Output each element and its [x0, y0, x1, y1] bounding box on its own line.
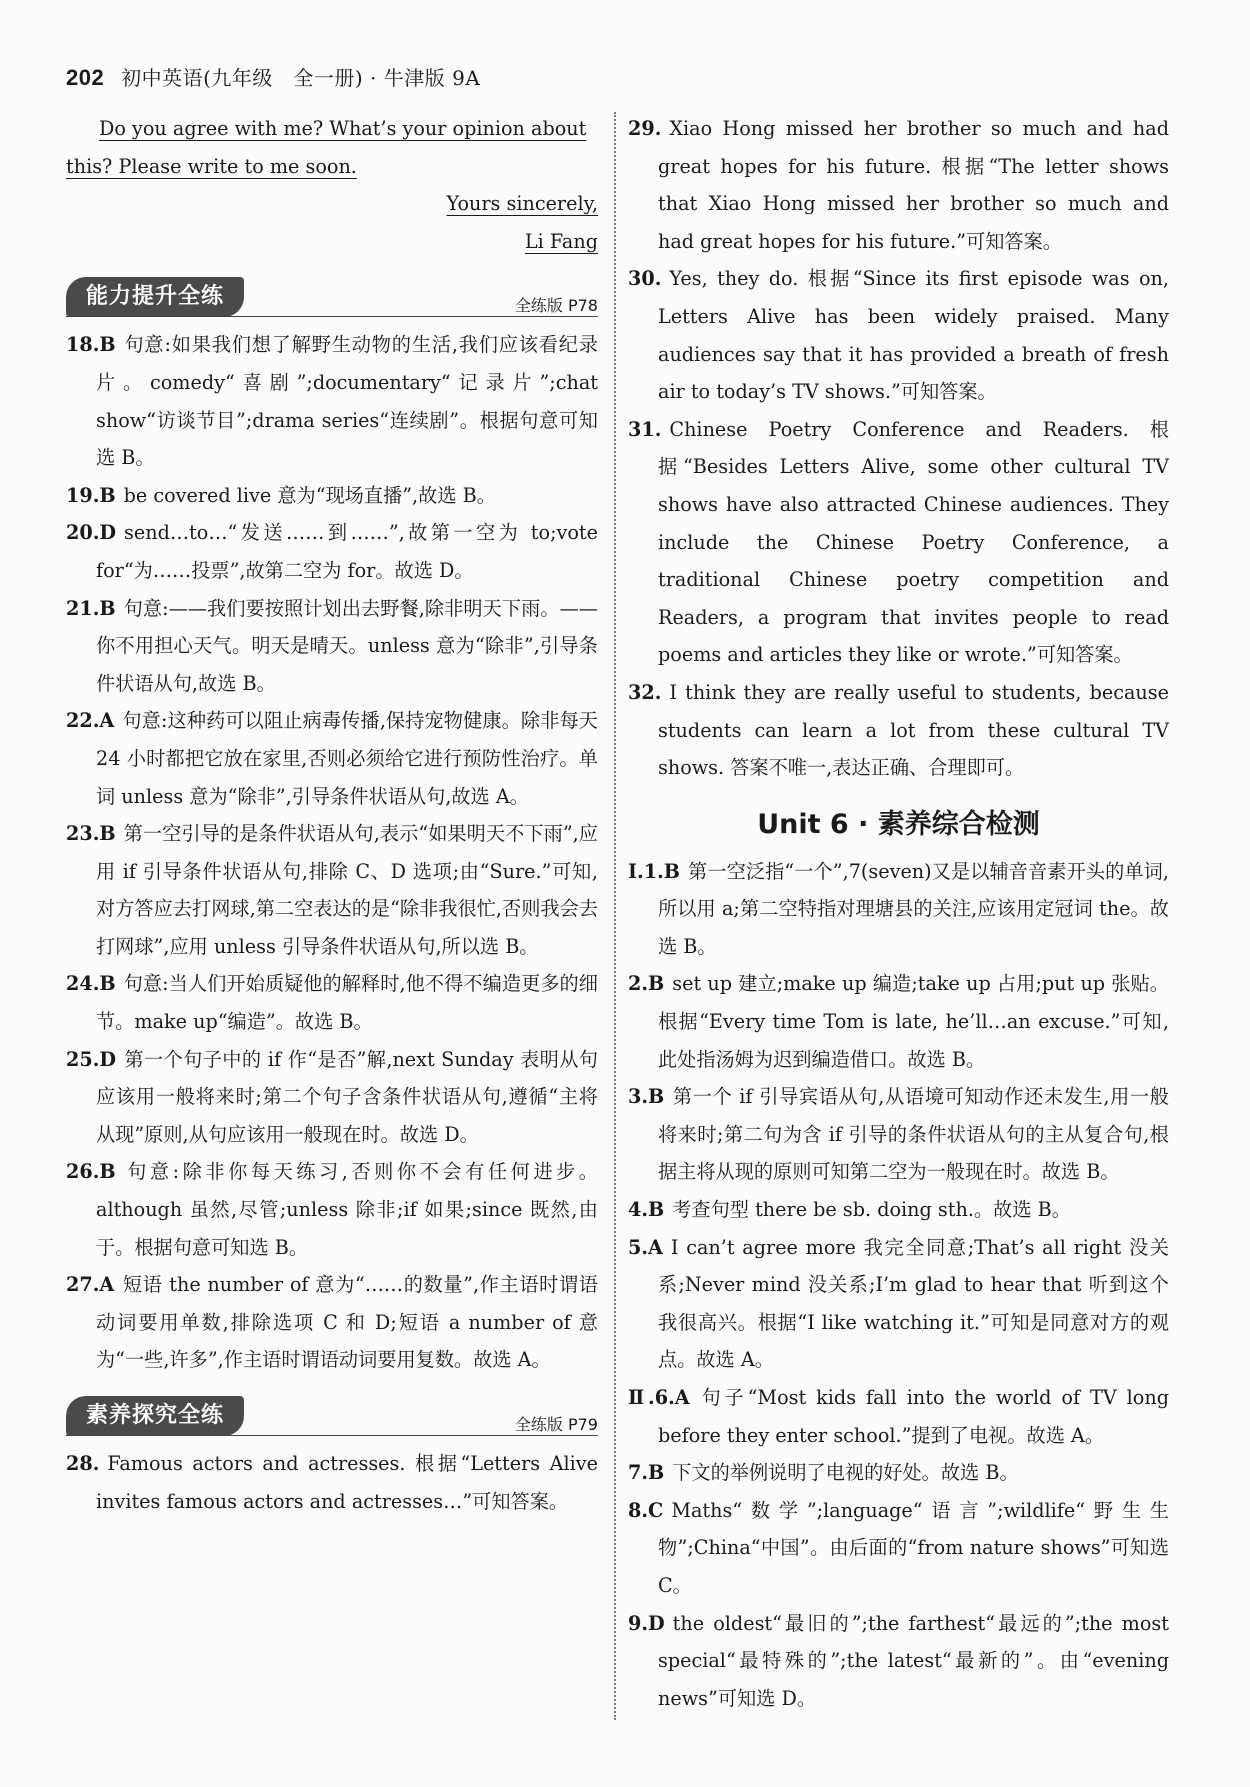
answer-text: Yes, they do. 根据“Since its first episode was on, Letters Alive has been widely praised. Many audiences say that it has provided a breath of fresh air to today’s TV shows.”可知答案。 [658, 267, 1169, 404]
answer-text: 句意:当人们开始质疑他的解释时,他不得不编造更多的细节。make up“编造”。故选 B。 [96, 972, 598, 1034]
answer-item [66, 1445, 598, 1520]
answer-number: 26.B [66, 1160, 116, 1184]
answer-text: the oldest“最旧的”;the farthest“最远的”;the most special“最特殊的”;the latest“最新的”。由“evening news”可知选 D。 [658, 1611, 1169, 1710]
answer-item [628, 1379, 1169, 1454]
answer-text: send…to…“发送……到……”,故第一空为 to;vote for“为……投票”,故第二空为 for。故选 D。 [96, 521, 598, 582]
answer-text: 第一个 if 引导宾语从句,从语境可知动作还未发生,用一般将来时;第二句为含 if 引导的条件状语从句的主从复合句,根据主将从现的原则可知第二空为一般现在时。故选 B。 [658, 1085, 1169, 1184]
letter-line: Do you agree with me? What’s your opinion about [99, 117, 587, 140]
answer-item [66, 326, 598, 476]
section-ref: 全练版 P78 [514, 296, 598, 316]
answer-item [66, 1041, 598, 1154]
answer-text: 第一空引导的是条件状语从句,表示“如果明天不下雨”,应用 if 引导条件状语从句,排除 C、D 选项;由“Sure.”可知,对方答应去打网球,第二空表达的是“除非我很忙,否则我会去打网球”,应用 unless 引导条件状语从句,所以选 B。 [96, 822, 598, 958]
answer-text: Maths“数学”;language“语言”;wildlife“野生生物”;China“中国”。由后面的“from nature shows”可知选 C。 [658, 1498, 1169, 1597]
answer-text: 下文的举例说明了电视的好处。故选 B。 [672, 1461, 1019, 1485]
answer-number: 21.B [66, 596, 116, 620]
answer-number: 18.B [66, 333, 116, 357]
answer-text: 句意:这种药可以阻止病毒传播,保持宠物健康。除非每天 24 小时都把它放在家里,否则必须给它进行预防性治疗。单词 unless 意为“除非”,引导条件状语从句,故选 A。 [96, 709, 598, 808]
answer-number: 28. [66, 1452, 100, 1475]
answer-item [628, 110, 1169, 260]
section-header [66, 1396, 598, 1436]
answer-item [628, 411, 1169, 674]
page-header [66, 62, 480, 91]
answer-text: 句意:如果我们想了解野生动物的生活,我们应该看纪录片。comedy“喜剧”;documentary“记录片”;chat show“访谈节目”;drama series“连续剧”。根据句意可知选 B。 [96, 333, 598, 470]
answer-item [628, 1191, 1169, 1229]
answer-text: Famous actors and actresses. 根据“Letters Alive invites famous actors and actresses…”可知答案。 [96, 1452, 598, 1513]
answer-number: 31. [628, 417, 662, 441]
answer-text: Chinese Poetry Conference and Readers. 根据“Besides Letters Alive, some other cultural TV shows have also attracted Chinese audiences. They include the Chinese Poetry Conference, a traditional Chinese poetry competition and Readers, a program that invites people to read poems and articles they like or wrote.”可知答案。 [658, 417, 1169, 667]
section-title: 能力提升全练 [66, 277, 244, 317]
section-ref: 全练版 P79 [514, 1415, 598, 1434]
answer-item [66, 1153, 598, 1266]
right-column [628, 110, 1169, 1717]
answer-number: 19.B [66, 483, 116, 507]
answer-item [66, 702, 598, 815]
book-title: 初中英语(九年级 全一册) · 牛津版 9A [121, 66, 481, 90]
letter-closing: Yours sincerely, [446, 192, 598, 216]
answer-number: 20.D [66, 521, 117, 545]
answer-text: 第一空泛指“一个”,7(seven)又是以辅音音素开头的单词,所以用 a;第二空特指对理塘县的关注,应该用定冠词 the。故选 B。 [658, 859, 1170, 958]
answer-item [628, 853, 1169, 966]
answer-number: 3.B [628, 1085, 665, 1109]
answer-number: Ⅰ.1.B [628, 859, 680, 883]
answer-number: 32. [628, 680, 662, 704]
answer-item [628, 965, 1169, 1078]
answer-item [628, 1605, 1169, 1718]
answer-text: set up 建立;make up 编造;take up 占用;put up 张贴。根据“Every time Tom is late, he’ll…an excuse.”可知,此处指汤姆为迟到编造借口。故选 B。 [658, 972, 1169, 1071]
answer-text: Xiao Hong missed her brother so much and had great hopes for his future. 根据“The letter shows that Xiao Hong missed her brother so much and had great hopes for his future.”可知答案。 [658, 117, 1169, 253]
answer-text: 第一个句子中的 if 作“是否”解,next Sunday 表明从句应该用一般将来时;第二个句子含条件状语从句,遵循“主将从现”原则,从句应该用一般现在时。故选 D。 [96, 1047, 598, 1146]
answer-number: 5.A [628, 1235, 663, 1259]
answer-item [628, 260, 1169, 410]
answer-item [66, 965, 598, 1040]
section-rule [66, 316, 598, 317]
answer-list [66, 326, 598, 1379]
answer-number: 22.A [66, 709, 115, 733]
answer-number: 4.B [628, 1198, 665, 1222]
answer-item [628, 1454, 1169, 1492]
answer-number: 9.D [628, 1611, 665, 1635]
answer-text: 考查句型 there be sb. doing sth.。故选 B。 [672, 1198, 1071, 1222]
answer-number: 24.B [66, 972, 116, 996]
left-column [66, 110, 598, 1520]
answer-item [66, 514, 598, 589]
answer-number: 27.A [66, 1273, 115, 1297]
answer-list [628, 853, 1169, 1718]
answer-text: I think they are really useful to students, because students can learn a lot from these cultural TV shows. 答案不唯一,表达正确、合理即可。 [658, 680, 1169, 780]
page-number: 202 [66, 65, 105, 90]
answer-text: 句意:除非你每天练习,否则你不会有任何进步。although 虽然,尽管;unless 除非;if 如果;since 既然,由于。根据句意可知选 B。 [96, 1160, 598, 1259]
answer-number: Ⅱ.6.A [628, 1386, 690, 1409]
answer-list [628, 110, 1169, 787]
section-title: 素养探究全练 [66, 1396, 244, 1436]
answer-number: 7.B [628, 1461, 665, 1485]
letter-line: this? Please write to me soon. [66, 154, 357, 178]
answer-text: 句子“Most kids fall into the world of TV long before they enter school.”提到了电视。故选 A。 [658, 1386, 1169, 1447]
answer-item [66, 815, 598, 965]
answer-number: 30. [628, 267, 662, 291]
answer-text: I can’t agree more 我完全同意;That’s all right 没关系;Never mind 没关系;I’m glad to hear that 听到这个我很高兴。根据“I like watching it.”可知是同意对方的观点。故选 A。 [658, 1235, 1169, 1372]
answer-number: 29. [628, 117, 662, 140]
answer-number: 8.C [628, 1498, 664, 1522]
answer-item [628, 1229, 1169, 1379]
letter-signature: Li Fang [524, 229, 598, 253]
answer-item [66, 477, 598, 515]
answer-number: 23.B [66, 822, 116, 846]
answer-item [66, 590, 598, 703]
column-divider [614, 112, 616, 1720]
answer-item [628, 1492, 1169, 1605]
answer-item [628, 1078, 1169, 1191]
section-header [66, 277, 598, 317]
answer-text: 短语 the number of 意为“……的数量”,作主语时谓语动词要用单数,排除选项 C 和 D;短语 a number of 意为“一些,许多”,作主语时谓语动词要用复数。故选 A。 [96, 1273, 598, 1372]
answer-item [66, 1266, 598, 1379]
answer-text: 句意:——我们要按照计划出去野餐,除非明天下雨。——你不用担心天气。明天是晴天。unless 意为“除非”,引导条件状语从句,故选 B。 [96, 596, 598, 695]
answer-item [628, 674, 1169, 787]
answer-number: 25.D [66, 1047, 117, 1071]
answer-text: be covered live 意为“现场直播”,故选 B。 [123, 483, 496, 507]
answer-number: 2.B [628, 972, 665, 996]
unit-title: Unit 6 · 素养综合检测 [757, 808, 1040, 840]
section-rule [66, 1435, 598, 1436]
